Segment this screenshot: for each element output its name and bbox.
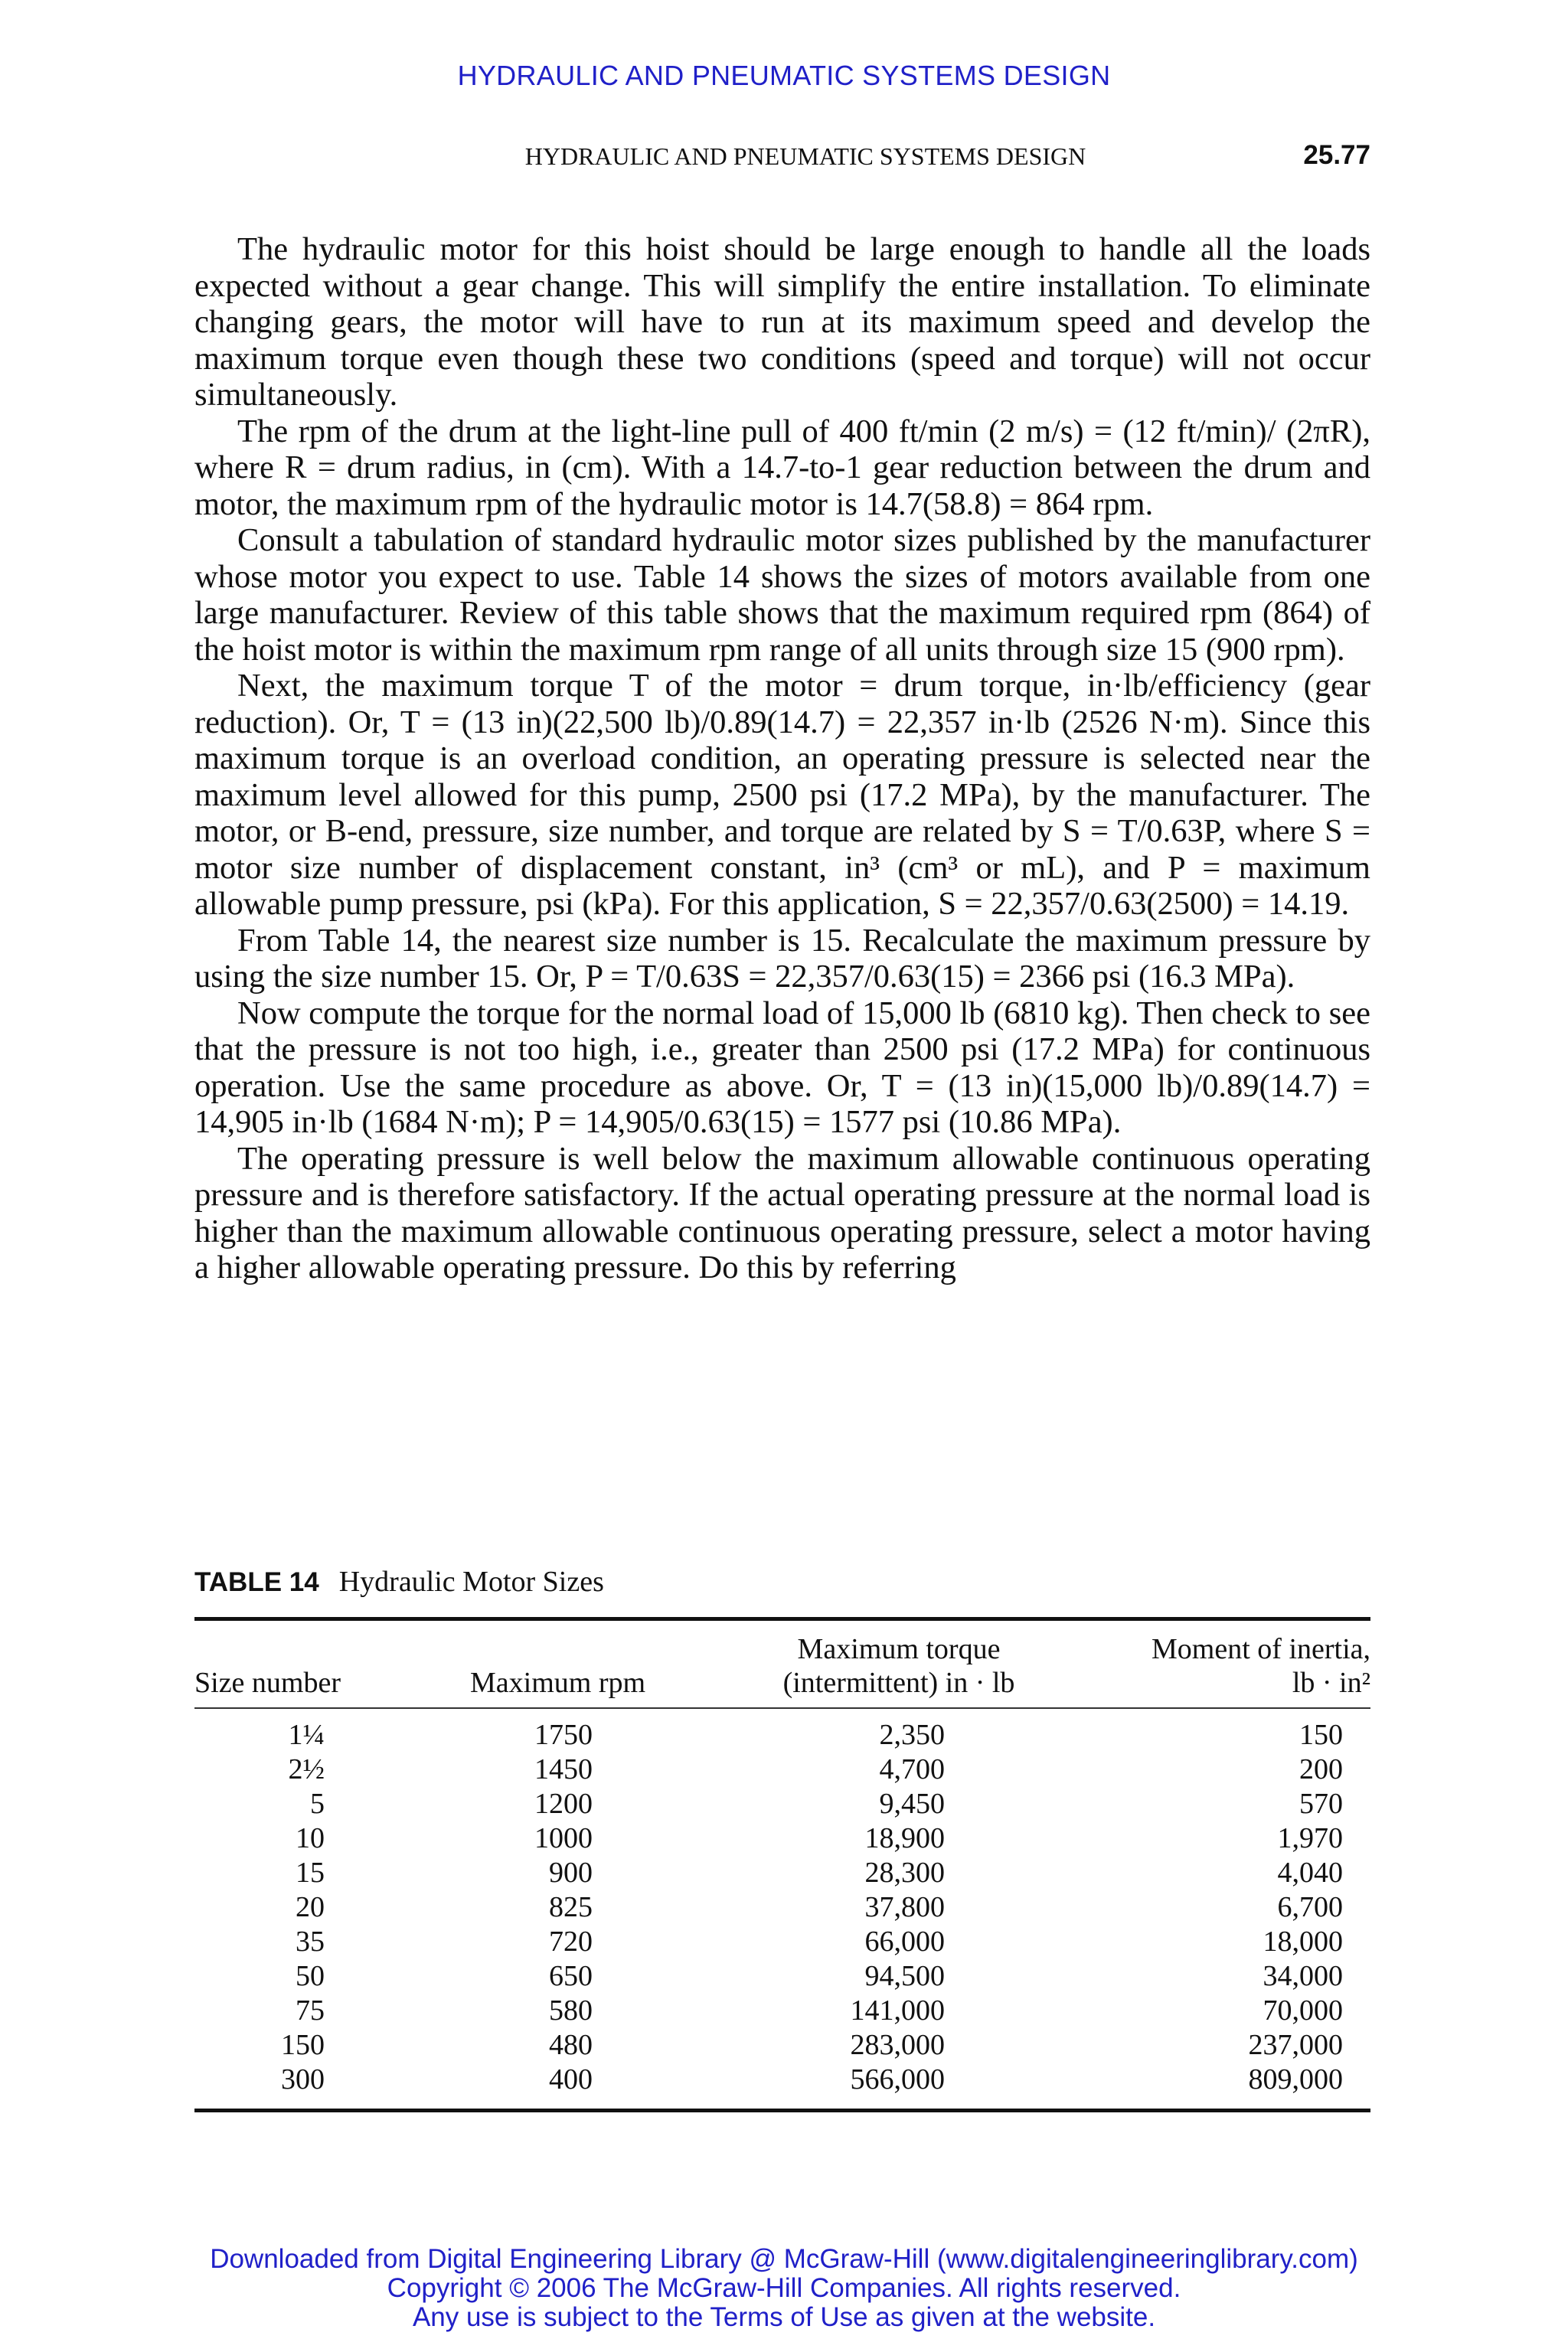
- body-text: [194, 231, 1370, 1286]
- cell-max-torque: 18,900: [864, 1822, 945, 1854]
- cell-moment-of-inertia: 34,000: [1263, 1960, 1343, 1992]
- table-row: [194, 2063, 1370, 2097]
- table-bottom-rule: [194, 2109, 1370, 2112]
- paragraph: The rpm of the drum at the light-line pull of 400 ft/min (2 m/s) = (12 ft/min)/ (2πR), where R = drum radius, in (cm). With a 14.7-to-1 gear reduction between the drum and motor, the maximum rpm of the hydraulic motor is 14.7(58.8) = 864 rpm.: [194, 413, 1370, 522]
- cell-max-rpm: 480: [549, 2029, 593, 2061]
- cell-size-number: 5: [310, 1788, 325, 1820]
- cell-moment-of-inertia: 70,000: [1263, 1994, 1343, 2027]
- table-row: [194, 1959, 1370, 1994]
- table-row: [194, 1890, 1370, 1925]
- cell-max-torque: 9,450: [879, 1788, 945, 1820]
- cell-max-torque: 141,000: [850, 1994, 945, 2027]
- cell-size-number: 300: [281, 2063, 325, 2096]
- cell-max-rpm: 580: [549, 1994, 593, 2027]
- paragraph: From Table 14, the nearest size number is 15. Recalculate the maximum pressure by using the size number 15. Or, P = T/0.63S = 22,357/0.63(15) = 2366 psi (16.3 MPa).: [194, 922, 1370, 995]
- cell-max-rpm: 650: [549, 1960, 593, 1992]
- cell-moment-of-inertia: 6,700: [1277, 1891, 1343, 1923]
- cell-max-torque: 4,700: [879, 1753, 945, 1785]
- table-row: [194, 1787, 1370, 1821]
- header-max-rpm: Maximum rpm: [470, 1667, 646, 1699]
- table-row: [194, 1821, 1370, 1856]
- header-inertia-line1: Moment of inertia,: [1152, 1633, 1370, 1665]
- table-row: [194, 1718, 1370, 1753]
- cell-moment-of-inertia: 200: [1299, 1753, 1343, 1785]
- cell-max-rpm: 900: [549, 1857, 593, 1889]
- cell-size-number: 1¼: [288, 1719, 325, 1751]
- table-header: [194, 1626, 1370, 1703]
- cell-moment-of-inertia: 570: [1299, 1788, 1343, 1820]
- paragraph: The operating pressure is well below the maximum allowable continuous operating pressure and is therefore satisfactory. If the actual operating pressure at the normal load is higher than the maximum allowable continuous operating pressure, select a motor having a higher allowable operating pressure. Do this by referring: [194, 1140, 1370, 1285]
- cell-max-torque: 37,800: [864, 1891, 945, 1923]
- paragraph: Next, the maximum torque T of the motor = drum torque, in·lb/efficiency (gear reduction). Or, T = (13 in)(22,500 lb)/0.89(14.7) = 22,357 in·lb (2526 N·m). Since this maximum torque is an overload condition, an operating pressure is selected near the maximum level allowed for this pump, 2500 psi (17.2 MPa), by the manufacturer. The motor, or B-end, pressure, size number, and torque are related by S = T/0.63P, where S = motor size number of displacement constant, in³ (cm³ or mL), and P = maximum allowable pump pressure, psi (kPa). For this application, S = 22,357/0.63(2500) = 14.19.: [194, 668, 1370, 922]
- table-header-rule: [194, 1707, 1370, 1709]
- paragraph: Consult a tabulation of standard hydraulic motor sizes published by the manufacturer whose motor you expect to use. Table 14 shows the sizes of motors available from one large manufacturer. Review of this table shows that the maximum required rpm (864) of the hoist motor is within the maximum rpm range of all units through size 15 (900 rpm).: [194, 522, 1370, 668]
- book-banner-link[interactable]: HYDRAULIC AND PNEUMATIC SYSTEMS DESIGN: [457, 60, 1111, 91]
- cell-size-number: 50: [296, 1960, 325, 1992]
- cell-max-torque: 2,350: [879, 1719, 945, 1751]
- table-top-rule: [194, 1617, 1370, 1621]
- footer-copyright: Copyright © 2006 The McGraw-Hill Companies. All rights reserved.: [387, 2273, 1181, 2303]
- cell-moment-of-inertia: 1,970: [1277, 1822, 1343, 1854]
- footer-download-link[interactable]: Downloaded from Digital Engineering Library @ McGraw-Hill (www.digitalengineeringlibrary.com): [210, 2244, 1358, 2274]
- cell-max-rpm: 400: [549, 2063, 593, 2096]
- cell-size-number: 20: [296, 1891, 325, 1923]
- footer: [0, 2245, 1568, 2332]
- cell-max-rpm: 1200: [534, 1788, 593, 1820]
- cell-moment-of-inertia: 18,000: [1263, 1926, 1343, 1958]
- cell-max-rpm: 1750: [534, 1719, 593, 1751]
- header-moment-of-inertia: [1095, 1632, 1370, 1700]
- header-max-torque: [715, 1632, 1083, 1700]
- cell-size-number: 2½: [288, 1753, 325, 1785]
- header-inertia-line2: lb · in²: [1292, 1667, 1370, 1699]
- cell-max-torque: 66,000: [864, 1926, 945, 1958]
- cell-size-number: 75: [296, 1994, 325, 2027]
- table-row: [194, 1994, 1370, 2028]
- cell-moment-of-inertia: 150: [1299, 1719, 1343, 1751]
- table-row: [194, 2028, 1370, 2063]
- cell-max-torque: 283,000: [850, 2029, 945, 2061]
- header-size-number: Size number: [194, 1667, 341, 1699]
- header-max-torque-line1: Maximum torque: [797, 1633, 1001, 1665]
- running-head-title: HYDRAULIC AND PNEUMATIC SYSTEMS DESIGN: [524, 142, 1086, 170]
- table-row: [194, 1856, 1370, 1890]
- cell-moment-of-inertia: 237,000: [1248, 2029, 1343, 2061]
- table-title: Hydraulic Motor Sizes: [338, 1566, 604, 1598]
- running-head: [194, 142, 1370, 176]
- cell-max-torque: 94,500: [864, 1960, 945, 1992]
- cell-max-torque: 566,000: [850, 2063, 945, 2096]
- cell-max-rpm: 1000: [534, 1822, 593, 1854]
- table-row: [194, 1925, 1370, 1959]
- table-label: TABLE 14: [194, 1567, 319, 1597]
- footer-terms: Any use is subject to the Terms of Use as given at the website.: [412, 2302, 1156, 2332]
- cell-size-number: 150: [281, 2029, 325, 2061]
- cell-size-number: 10: [296, 1822, 325, 1854]
- page-number: 25.77: [1303, 140, 1370, 170]
- cell-moment-of-inertia: 4,040: [1277, 1857, 1343, 1889]
- cell-max-rpm: 720: [549, 1926, 593, 1958]
- cell-max-rpm: 1450: [534, 1753, 593, 1785]
- paragraph: Now compute the torque for the normal load of 15,000 lb (6810 kg). Then check to see that the pressure is not too high, i.e., greater than 2500 psi (17.2 MPa) for continuous operation. Use the same procedure as above. Or, T = (13 in)(15,000 lb)/0.89(14.7) = 14,905 in·lb (1684 N·m); P = 14,905/0.63(15) = 1577 psi (10.86 MPa).: [194, 995, 1370, 1140]
- paragraph: The hydraulic motor for this hoist should be large enough to handle all the loads expected without a gear change. This will simplify the entire installation. To eliminate changing gears, the motor will have to run at its maximum speed and develop the maximum torque even though these two conditions (speed and torque) will not occur simultaneously.: [194, 231, 1370, 413]
- header-max-torque-line2: (intermittent) in · lb: [782, 1667, 1015, 1699]
- cell-size-number: 15: [296, 1857, 325, 1889]
- table-caption: [194, 1565, 1370, 1599]
- table-body: [194, 1718, 1370, 2097]
- table-row: [194, 1753, 1370, 1787]
- cell-max-rpm: 825: [549, 1891, 593, 1923]
- cell-size-number: 35: [296, 1926, 325, 1958]
- cell-moment-of-inertia: 809,000: [1248, 2063, 1343, 2096]
- cell-max-torque: 28,300: [864, 1857, 945, 1889]
